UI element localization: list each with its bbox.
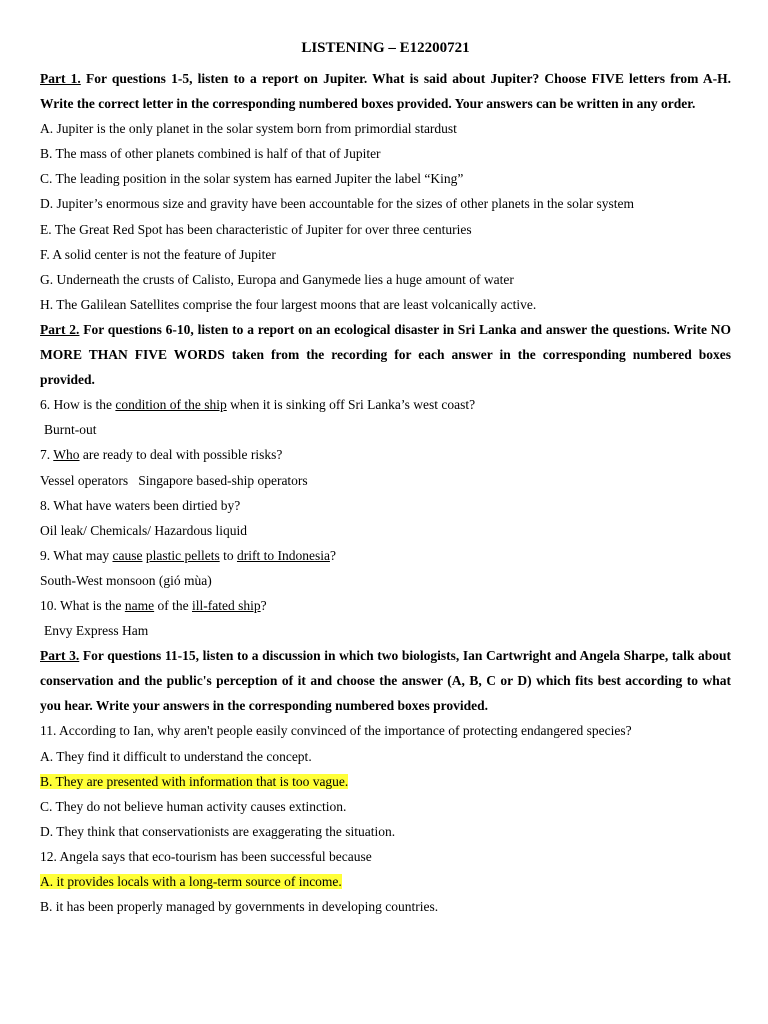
part2-instruction: For questions 6-10, listen to a report on an ecological disaster in Sri Lanka and answer the questions. Write NO MORE THAN FIVE WORDS taken from the recording for each answer in the corresponding numbered boxes provided.: [40, 321, 732, 388]
highlighted-answer: B. They are presented with information that is too vague.: [40, 773, 349, 789]
question-11: 11. According to Ian, why aren't people easily convinced of the importance of protecting endangered species?: [40, 723, 632, 739]
part1-heading: [40, 66, 731, 116]
part1-option-b: B. The mass of other planets combined is half of that of Jupiter: [40, 146, 381, 162]
part3-label: Part 3.: [40, 648, 80, 664]
question-10: 10. What is the name of the ill-fated ship?: [40, 597, 267, 613]
part1-option-f: F. A solid center is not the feature of Jupiter: [40, 246, 276, 262]
part3-instruction: For questions 11-15, listen to a discussion in which two biologists, Ian Cartwright and Angela Sharpe, talk about conservation and the public's perception of it and choose the answer (A, B, C or D) which fits best according to what you hear. Write your answers in the corresponding numbered boxes provided.: [40, 648, 732, 714]
part1-instruction: For questions 1-5, listen to a report on Jupiter. What is said about Jupiter? Choose FIVE letters from A-H. Write the correct letter in the corresponding numbered boxes provided. Your answers can be written in any order.: [40, 71, 731, 112]
q11-option-c: C. They do not believe human activity causes extinction.: [40, 798, 347, 814]
part1-option-g: G. Underneath the crusts of Calisto, Europa and Ganymede lies a huge amount of water: [40, 271, 514, 287]
part1-label: Part 1.: [40, 71, 81, 86]
answer-6: Burnt-out: [44, 422, 97, 438]
document-title: LISTENING – E12200721: [301, 40, 470, 56]
q11-option-d: D. They think that conservationists are exaggerating the situation.: [40, 823, 396, 839]
part1-option-d: D. Jupiter’s enormous size and gravity have been accountable for the sizes of other planets in the solar system: [40, 196, 634, 212]
part1-option-h: H. The Galilean Satellites comprise the four largest moons that are least volcanically active.: [40, 296, 537, 312]
q12-option-b: B. it has been properly managed by governments in developing countries.: [40, 899, 439, 915]
part1-option-c: C. The leading position in the solar system has earned Jupiter the label “King”: [40, 171, 464, 187]
answer-8: Oil leak/ Chemicals/ Hazardous liquid: [40, 522, 247, 538]
q12-option-a: [40, 869, 731, 894]
part2-heading: [40, 317, 731, 392]
question-9: 9. What may cause plastic pellets to drift to Indonesia?: [40, 547, 336, 563]
question-7: 7. Who are ready to deal with possible risks?: [40, 447, 283, 463]
question-6: 6. How is the condition of the ship when it is sinking off Sri Lanka’s west coast?: [40, 397, 476, 413]
part1-option-e: E. The Great Red Spot has been characteristic of Jupiter for over three centuries: [40, 221, 472, 237]
q11-option-a: A. They find it difficult to understand the concept.: [40, 748, 312, 764]
highlighted-answer: A. it provides locals with a long-term source of income.: [40, 874, 342, 889]
part3-heading: [40, 643, 731, 718]
question-8: 8. What have waters been dirtied by?: [40, 497, 241, 513]
answer-9: South-West monsoon (gió mùa): [40, 572, 212, 588]
q11-option-b: [40, 769, 731, 794]
answer-10: Envy Express Ham: [44, 623, 149, 639]
answer-7: Vessel operators Singapore based-ship operators: [40, 472, 308, 488]
part2-label: Part 2.: [40, 321, 80, 337]
part1-option-a: A. Jupiter is the only planet in the solar system born from primordial stardust: [40, 121, 457, 137]
question-12: 12. Angela says that eco-tourism has been successful because: [40, 848, 372, 864]
